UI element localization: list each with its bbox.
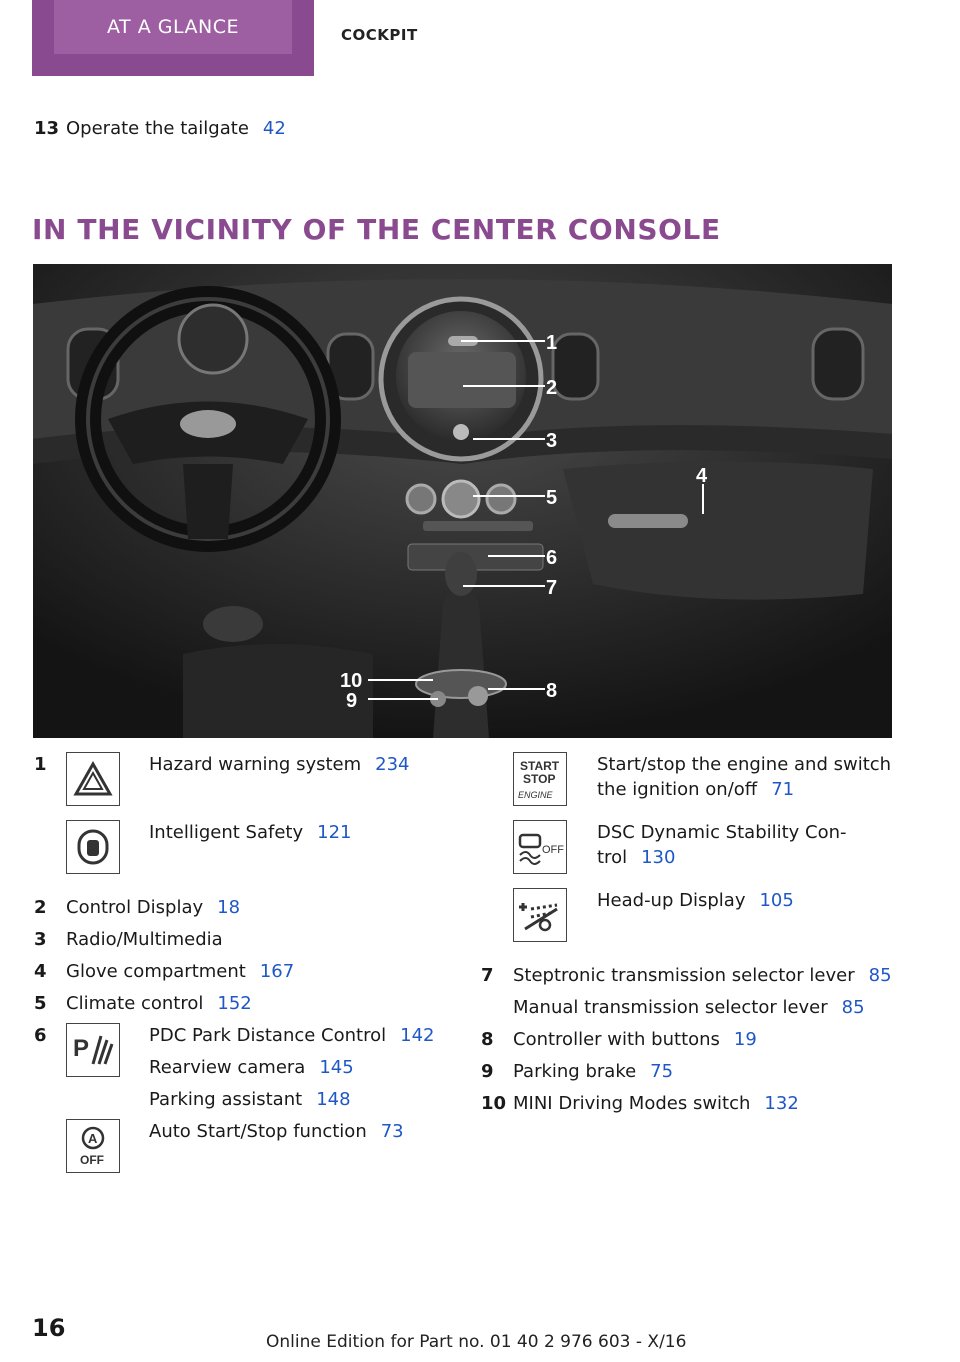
callout-10: 10 — [340, 670, 363, 692]
svg-text:OFF: OFF — [80, 1153, 104, 1167]
callout-7: 7 — [546, 577, 558, 599]
edition-text: Online Edition for Part no. 01 40 2 976 603 - X/16 — [266, 1332, 687, 1352]
svg-text:START: START — [520, 759, 560, 773]
callout-5: 5 — [546, 487, 558, 509]
callout-4: 4 — [696, 465, 708, 487]
tab-at-a-glance[interactable]: AT A GLANCE — [54, 0, 292, 54]
callout-9: 9 — [346, 690, 358, 712]
page-link[interactable]: 73 — [380, 1121, 404, 1142]
svg-text:A: A — [88, 1131, 98, 1146]
item-number-8: 8 — [481, 1029, 494, 1050]
page-link[interactable]: 75 — [650, 1061, 674, 1082]
legend-entry-glove: Glove compartment 167 — [66, 961, 295, 982]
page-link[interactable]: 152 — [217, 993, 252, 1014]
legend-entry-controller: Controller with buttons 19 — [513, 1029, 757, 1050]
legend-entry-parking-assistant: Parking assistant 148 — [149, 1089, 351, 1110]
section-title: IN THE VICINITY OF THE CENTER CONSOLE — [32, 213, 721, 246]
list-item-13 — [34, 118, 286, 139]
legend-entry-climate: Climate control 152 — [66, 993, 252, 1014]
legend-entry-auto-start-stop: Auto Start/Stop function 73 — [149, 1121, 404, 1142]
legend-entry-hazard: Hazard warning system 234 — [149, 754, 410, 775]
legend-entry-rearview: Rearview camera 145 — [149, 1057, 354, 1078]
page-link[interactable]: 42 — [262, 118, 286, 139]
item-number-3: 3 — [34, 929, 47, 950]
section-label: COCKPIT — [341, 26, 418, 44]
page-link[interactable]: 85 — [868, 965, 892, 986]
hazard-warning-icon — [66, 752, 120, 806]
page-link[interactable]: 167 — [259, 961, 295, 982]
auto-start-stop-off-icon — [66, 1119, 120, 1173]
item-number-9: 9 — [481, 1061, 494, 1082]
legend-entry-steptronic: Steptronic transmission selector lever 85 — [513, 965, 892, 986]
page-link[interactable]: 19 — [733, 1029, 757, 1050]
callout-6: 6 — [546, 547, 558, 569]
legend-entry-radio: Radio/Multimedia — [66, 929, 223, 950]
item-number-2: 2 — [34, 897, 47, 918]
item-number: 13 — [34, 118, 60, 139]
legend-entry-control-display: Control Display 18 — [66, 897, 241, 918]
legend-entry-start-stop: Start/stop the engine and switch the ignition on/off 71 — [597, 754, 892, 800]
svg-text:OFF: OFF — [542, 844, 564, 856]
page-link[interactable]: 130 — [641, 847, 676, 868]
item-number-10: 10 — [481, 1093, 507, 1114]
page-link[interactable]: 105 — [759, 890, 794, 911]
legend-entry-manual: Manual transmission selector lever 85 — [513, 997, 865, 1018]
pdc-icon — [66, 1023, 120, 1077]
callout-3: 3 — [546, 430, 558, 452]
legend-entry-pdc: PDC Park Distance Control 142 — [149, 1025, 435, 1046]
legend-entry-driving-modes: MINI Driving Modes switch 132 — [513, 1093, 799, 1114]
callout-8: 8 — [546, 680, 558, 702]
page-link[interactable]: 145 — [319, 1057, 354, 1078]
page-link[interactable]: 18 — [217, 897, 241, 918]
legend-entry-parking-brake: Parking brake 75 — [513, 1061, 674, 1082]
intelligent-safety-icon — [66, 820, 120, 874]
page-link[interactable]: 142 — [400, 1025, 435, 1046]
page-link[interactable]: 71 — [771, 779, 795, 800]
svg-text:ENGINE: ENGINE — [518, 790, 553, 800]
page-number: 16 — [32, 1314, 66, 1342]
page-link[interactable]: 132 — [764, 1093, 799, 1114]
item-number-1: 1 — [34, 754, 47, 775]
callout-1: 1 — [546, 332, 558, 354]
dsc-off-icon — [513, 820, 567, 874]
legend-entry-dsc: DSC Dynamic Stability Con- trol 130 — [597, 822, 847, 868]
svg-text:STOP: STOP — [523, 772, 556, 786]
legend-entry-intelligent-safety: Intelligent Safety 121 — [149, 822, 352, 843]
page-link[interactable]: 121 — [317, 822, 352, 843]
head-up-display-icon — [513, 888, 567, 942]
callout-2: 2 — [546, 377, 558, 399]
item-number-6: 6 — [34, 1025, 47, 1046]
legend-entry-hud: Head-up Display 105 — [597, 890, 794, 911]
cockpit-illustration — [33, 264, 892, 738]
page-link[interactable]: 85 — [841, 997, 865, 1018]
svg-text:P: P — [73, 1035, 90, 1062]
start-stop-engine-icon — [513, 752, 567, 806]
item-number-7: 7 — [481, 965, 494, 986]
item-text: Operate the tailgate — [66, 118, 249, 139]
item-number-4: 4 — [34, 961, 47, 982]
item-number-5: 5 — [34, 993, 47, 1014]
cockpit-photo — [33, 264, 892, 738]
page-link[interactable]: 148 — [316, 1089, 351, 1110]
page-link[interactable]: 234 — [375, 754, 410, 775]
